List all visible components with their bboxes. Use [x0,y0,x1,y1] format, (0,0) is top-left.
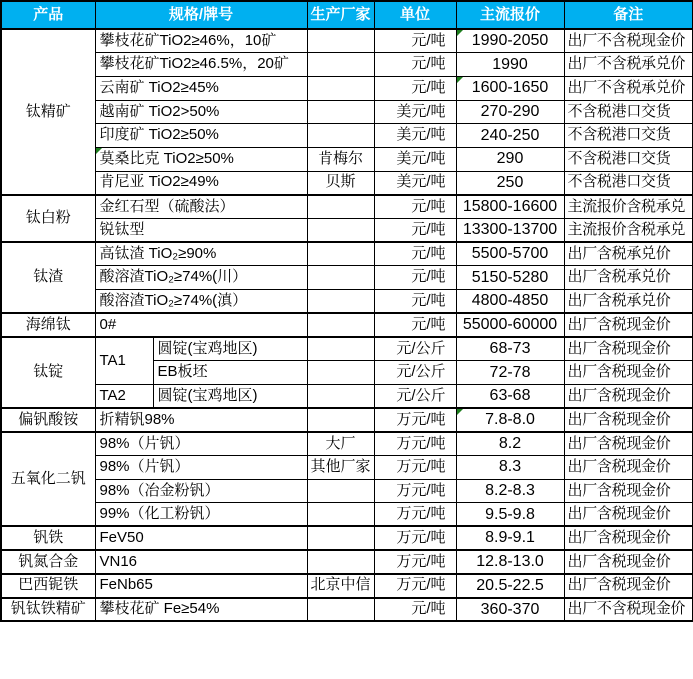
price-cell: 5500-5700 [456,242,564,266]
price-cell: 5150-5280 [456,266,564,290]
maker-cell [307,29,374,53]
maker-cell: 大厂 [307,432,374,456]
table-row [1,53,693,77]
spec-cell: 高钛渣 TiO₂≥90% [95,242,307,266]
product-cell-vti-iron-concentrate: 钒钛铁精矿 [1,598,95,622]
price-cell: 68-73 [456,337,564,361]
note-cell: 出厂含税现金价 [564,574,693,598]
spec-cell: 98%（片钒） [95,432,307,456]
table-row [1,171,693,195]
unit-cell: 元/吨 [374,242,456,266]
spec-cell: EB板坯 [153,361,307,385]
note-cell: 出厂含税承兑价 [564,242,693,266]
price-value: 1600-1650 [471,79,549,97]
note-cell: 出厂不含税现金价 [564,598,693,622]
price-cell [456,29,564,53]
maker-cell: 其他厂家 [307,455,374,479]
spec-cell: 折精钒98% [95,408,307,432]
note-cell: 主流报价含税承兑 [564,195,693,219]
table-row [1,408,693,432]
maker-cell [307,337,374,361]
note-cell: 出厂含税现金价 [564,361,693,385]
maker-cell [307,598,374,622]
price-cell: 250 [456,171,564,195]
price-cell: 63-68 [456,384,564,408]
error-flag-icon [457,77,463,83]
product-cell-ti-slag: 钛渣 [1,242,95,313]
maker-cell [307,479,374,503]
product-cell-vn-alloy: 钒氮合金 [1,550,95,574]
note-cell: 出厂含税承兑价 [564,266,693,290]
maker-cell [307,100,374,124]
table-row [1,503,693,527]
maker-cell [307,219,374,243]
spec-cell: 印度矿 TiO2≥50% [95,124,307,148]
table-row [1,290,693,314]
spec-cell: 金红石型（硫酸法） [95,195,307,219]
product-cell-ti-sponge: 海绵钛 [1,313,95,337]
unit-cell: 美元/吨 [374,171,456,195]
note-cell: 不含税港口交货 [564,124,693,148]
unit-cell: 元/吨 [374,313,456,337]
table-row [1,479,693,503]
unit-cell: 万元/吨 [374,479,456,503]
price-cell: 8.2 [456,432,564,456]
header-spec: 规格/牌号 [95,1,307,29]
unit-cell: 万元/吨 [374,503,456,527]
spec-cell: 0# [95,313,307,337]
table-header-row [1,1,693,29]
note-cell: 出厂含税承兑价 [564,290,693,314]
note-cell: 出厂含税现金价 [564,479,693,503]
price-cell [456,76,564,100]
header-product: 产品 [1,1,95,29]
price-cell: 240-250 [456,124,564,148]
spec-cell: FeV50 [95,526,307,550]
spec-cell: 越南矿 TiO2>50% [95,100,307,124]
maker-cell [307,124,374,148]
spec-cell: 99%（化工粉钒） [95,503,307,527]
note-cell: 出厂不含税承兑价 [564,53,693,77]
note-cell: 出厂含税现金价 [564,550,693,574]
table-row [1,574,693,598]
maker-cell [307,195,374,219]
maker-cell [307,290,374,314]
spec-cell: 98%（片钒） [95,455,307,479]
spec-cell: 98%（冶金粉钒） [95,479,307,503]
table-row [1,76,693,100]
maker-cell: 北京中信 [307,574,374,598]
maker-cell: 肯梅尔 [307,147,374,171]
spec-cell: VN16 [95,550,307,574]
unit-cell: 元/吨 [374,53,456,77]
spec-cell: 圆锭(宝鸡地区) [153,384,307,408]
maker-cell [307,503,374,527]
unit-cell: 万元/吨 [374,408,456,432]
note-cell: 出厂含税现金价 [564,455,693,479]
header-price: 主流报价 [456,1,564,29]
maker-cell [307,550,374,574]
price-cell: 9.5-9.8 [456,503,564,527]
note-cell: 不含税港口交货 [564,100,693,124]
price-cell: 55000-60000 [456,313,564,337]
error-flag-icon [457,409,463,415]
table-row [1,432,693,456]
spec-cell: 酸溶渣TiO₂≥74%(川） [95,266,307,290]
unit-cell: 元/吨 [374,29,456,53]
unit-cell: 万元/吨 [374,455,456,479]
unit-cell: 元/吨 [374,195,456,219]
note-cell: 出厂含税现金价 [564,526,693,550]
price-cell: 8.2-8.3 [456,479,564,503]
unit-cell: 元/吨 [374,598,456,622]
price-value: 1990-2050 [471,32,549,50]
maker-cell [307,76,374,100]
product-cell-ammonium-metavanadate: 偏钒酸铵 [1,408,95,432]
price-cell: 4800-4850 [456,290,564,314]
note-cell: 出厂含税现金价 [564,337,693,361]
table-row [1,219,693,243]
note-cell: 出厂不含税现金价 [564,29,693,53]
table-row [1,384,693,408]
table-row [1,337,693,361]
spec-cell: 攀枝花矿TiO2≥46%，10矿 [95,29,307,53]
maker-cell [307,266,374,290]
price-cell: 72-78 [456,361,564,385]
unit-cell: 万元/吨 [374,550,456,574]
table-row [1,313,693,337]
table-row [1,100,693,124]
unit-cell: 元/公斤 [374,384,456,408]
table-row [1,242,693,266]
price-cell: 1990 [456,53,564,77]
price-cell: 20.5-22.5 [456,574,564,598]
product-cell-ti-dioxide: 钛白粉 [1,195,95,242]
product-cell-ti-concentrate: 钛精矿 [1,29,95,195]
table-row [1,598,693,622]
spec-cell: 攀枝花矿TiO2≥46.5%，20矿 [95,53,307,77]
table-row [1,29,693,53]
price-cell: 360-370 [456,598,564,622]
note-cell: 出厂不含税承兑价 [564,76,693,100]
price-cell: 8.3 [456,455,564,479]
unit-cell: 万元/吨 [374,526,456,550]
spec-cell: 酸溶渣TiO₂≥74%(滇） [95,290,307,314]
error-flag-icon [96,148,102,154]
table-row [1,550,693,574]
maker-cell: 贝斯 [307,171,374,195]
product-cell-ti-ingot: 钛锭 [1,337,95,408]
spec-cell: FeNb65 [95,574,307,598]
unit-cell: 万元/吨 [374,432,456,456]
product-cell-ferrovanadium: 钒铁 [1,526,95,550]
table-row [1,147,693,171]
unit-cell: 万元/吨 [374,574,456,598]
table-row [1,526,693,550]
maker-cell [307,384,374,408]
header-maker: 生产厂家 [307,1,374,29]
unit-cell: 元/吨 [374,219,456,243]
maker-cell [307,526,374,550]
price-cell: 8.9-9.1 [456,526,564,550]
unit-cell: 美元/吨 [374,100,456,124]
unit-cell: 元/吨 [374,76,456,100]
maker-cell [307,53,374,77]
note-cell: 不含税港口交货 [564,171,693,195]
unit-cell: 元/公斤 [374,361,456,385]
note-cell: 出厂含税现金价 [564,432,693,456]
maker-cell [307,408,374,432]
spec-cell: 肯尼亚 TiO2≥49% [95,171,307,195]
error-flag-icon [457,30,463,36]
product-cell-v2o5: 五氧化二钒 [1,432,95,527]
price-cell [456,408,564,432]
price-cell: 270-290 [456,100,564,124]
note-cell: 出厂含税现金价 [564,503,693,527]
table-row [1,124,693,148]
unit-cell: 元/吨 [374,290,456,314]
note-cell: 主流报价含税承兑 [564,219,693,243]
header-unit: 单位 [374,1,456,29]
note-cell: 不含税港口交货 [564,147,693,171]
spec-cell: 圆锭(宝鸡地区) [153,337,307,361]
header-note: 备注 [564,1,693,29]
spec-cell: 攀枝花矿 Fe≥54% [95,598,307,622]
price-cell: 15800-16600 [456,195,564,219]
brand-cell: TA2 [95,384,153,408]
table-row [1,455,693,479]
spec-cell: 云南矿 TiO2≥45% [95,76,307,100]
maker-cell [307,242,374,266]
unit-cell: 元/吨 [374,266,456,290]
spec-cell: 锐钛型 [95,219,307,243]
unit-cell: 美元/吨 [374,147,456,171]
spec-value: 莫桑比克 TiO2≥50% [99,150,234,168]
unit-cell: 元/公斤 [374,337,456,361]
unit-cell: 美元/吨 [374,124,456,148]
price-value: 7.8-8.0 [485,411,535,429]
price-cell: 290 [456,147,564,171]
price-cell: 13300-13700 [456,219,564,243]
brand-cell: TA1 [95,337,153,384]
note-cell: 出厂含税现金价 [564,384,693,408]
product-cell-ferroniobium: 巴西铌铁 [1,574,95,598]
maker-cell [307,313,374,337]
note-cell: 出厂含税现金价 [564,313,693,337]
maker-cell [307,361,374,385]
spec-cell [95,147,307,171]
table-row [1,195,693,219]
table-row [1,266,693,290]
note-cell: 出厂含税现金价 [564,408,693,432]
price-cell: 12.8-13.0 [456,550,564,574]
